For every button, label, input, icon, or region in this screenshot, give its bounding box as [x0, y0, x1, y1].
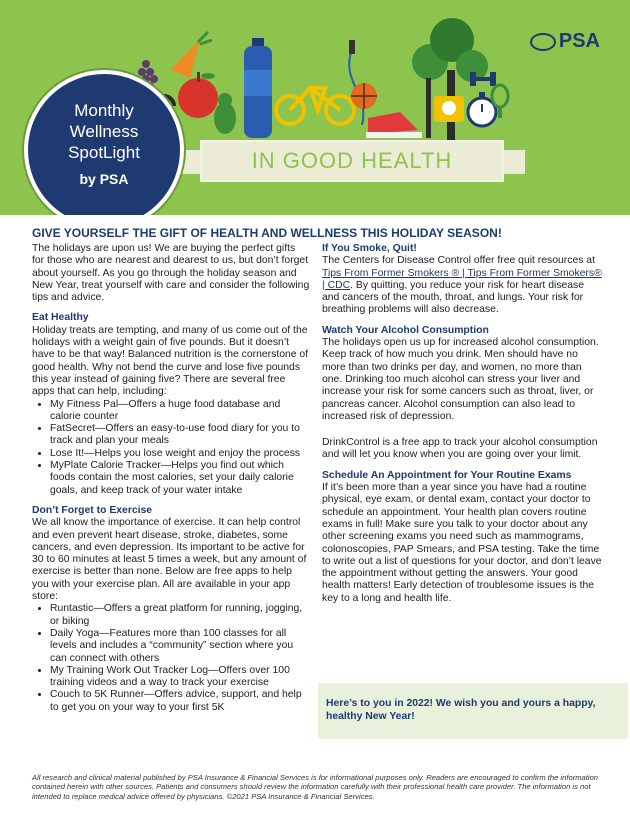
- left-column: [32, 243, 310, 722]
- smoke-heading: If You Smoke, Quit!: [322, 243, 417, 254]
- list-item: • Lose It!—Helps you lose weight and enjoy the process: [50, 448, 310, 460]
- eat-healthy-body: Holiday treats are tempting, and many of us come out of the holidays with a weight gain of five pounds. But it doesn’t have to be that way! Balanced nutrition is the cornerstone of good health. Why not bend the curve and lose five pounds this year instead of gaining five? There are several free apps that can help, including:: [32, 324, 309, 398]
- disclaimer-footer: All research and clinical material published by PSA Insurance & Financial Services is for informational purposes only. Readers are encouraged to confirm the information contained herein with other sources. Patients and consumers should review the information carefully with their professional health care provider. The information is not intended to replace medical advice offered by physicians. ©2021 PSA Insurance & Financial Services.: [32, 773, 599, 801]
- alcohol-body: The holidays open us up for increased alcohol consumption. Keep track of how much you drink. Men should have no more than two drinks per day, and women, no more than one. Drinking too much alcohol can stress your liver and increase your risk for some cancers such as throat, liver, or pancreas cancer. Alcohol consumption can also lead to increased risk of depression.: [322, 337, 599, 422]
- right-column: [322, 243, 602, 613]
- exams-heading: Schedule An Appointment for Your Routine Exams: [322, 469, 572, 481]
- badge-by-psa: by PSA: [79, 171, 129, 187]
- in-good-health-band: [200, 140, 504, 182]
- drinkcontrol-paragraph: DrinkControl is a free app to track your alcohol consumption and will let you know when you are going over your limit.: [322, 437, 598, 461]
- eat-healthy-apps: [32, 399, 310, 497]
- sneaker-icon: [366, 112, 422, 138]
- bicycle-icon: [276, 88, 354, 124]
- eat-healthy-heading: Eat Healthy: [32, 312, 89, 324]
- intro-paragraph: The holidays are upon us! We are buying the perfect gifts for those who are nearest and dearest to us, but don’t forget about yourself. As you go through the holiday season and New Year, treat yourself with care and consider the following tips and advice.: [32, 243, 310, 304]
- list-item: • Runtastic—Offers a great platform for running, jogging, or biking: [50, 603, 310, 628]
- list-item: • My Training Work Out Tracker Log—Offers over 100 training videos and a way to track your exercise: [50, 665, 310, 690]
- alcohol-heading: Watch Your Alcohol Consumption: [322, 324, 489, 336]
- exams-body: If it’s been more than a year since you have had a routine physical, eye exam, or dental exam, contact your doctor to schedule an appointment. Your health plan covers routine exams in full! Make sure you talk to your doctor about any other screening exams you need such as mammograms, colonoscopies, PAP Smears, and PSA testing. Take the time to write out a list of questions for your doctor, and don’t leave the appointment without getting the answers. Your good health matters! Early detection of troublesome issues is the key to a long and health life.: [322, 482, 602, 604]
- list-item: • Couch to 5K Runner—Offers advice, support, and help to get you on your way to your first 5K: [50, 689, 310, 714]
- psa-logo: PSA: [530, 30, 600, 53]
- closing-message: Here’s to you in 2022! We wish you and yours a happy, healthy New Year!: [326, 698, 596, 722]
- smoke-body: The Centers for Disease Control offer free quit resources at Tips From Former Smokers ® | Tips From Former Smokers® | CDC. By quitting, you reduce your risk for heart disease and cancers of the mouth, throat, and lungs. Your risk for breathing problems will also decrease.: [322, 255, 602, 316]
- cdc-tips-link[interactable]: Tips From Former Smokers ® | Tips From Former Smokers® | CDC: [322, 267, 602, 291]
- closing-callout: [318, 683, 628, 739]
- list-item: • FatSecret—Offers an easy-to-use food diary for you to track and plan your meals: [50, 423, 310, 448]
- exercise-apps: [32, 603, 310, 714]
- apple-icon: [178, 72, 218, 118]
- jump-rope-icon: [349, 40, 363, 125]
- basketball-icon: [351, 83, 377, 109]
- exercise-body: We all know the importance of exercise. It can help control and even prevent heart disease, stroke, diabetes, some cancers, and even depression. Its important to be active for 30 to 60 minutes at least 5 times a week, but any amount of exercise is better than none. Below are free apps to help you with your exercise plan. All are available in your app store:: [32, 517, 307, 603]
- page-headline: GIVE YOURSELF THE GIFT OF HEALTH AND WELLNESS THIS HOLIDAY SEASON!: [32, 226, 502, 240]
- carrot-icon: [170, 32, 212, 78]
- list-item: • Daily Yoga—Features more than 100 classes for all levels and includes a “community” section where you can connect with others: [50, 628, 310, 665]
- badge-title: Monthly Wellness SpotLight: [68, 101, 140, 162]
- list-item: • MyPlate Calorie Tracker—Helps you find out which foods contain the most calories, set your daily calorie goals, and keep track of your water intake: [50, 460, 310, 497]
- water-bottle-icon: [244, 38, 272, 138]
- exercise-heading: Don’t Forget to Exercise: [32, 504, 153, 516]
- header-banner: [0, 0, 630, 215]
- scale-icon: [434, 96, 464, 122]
- in-good-health-text: IN GOOD HEALTH: [251, 148, 453, 173]
- list-item: • My Fitness Pal—Offers a huge food database and calorie counter: [50, 399, 310, 424]
